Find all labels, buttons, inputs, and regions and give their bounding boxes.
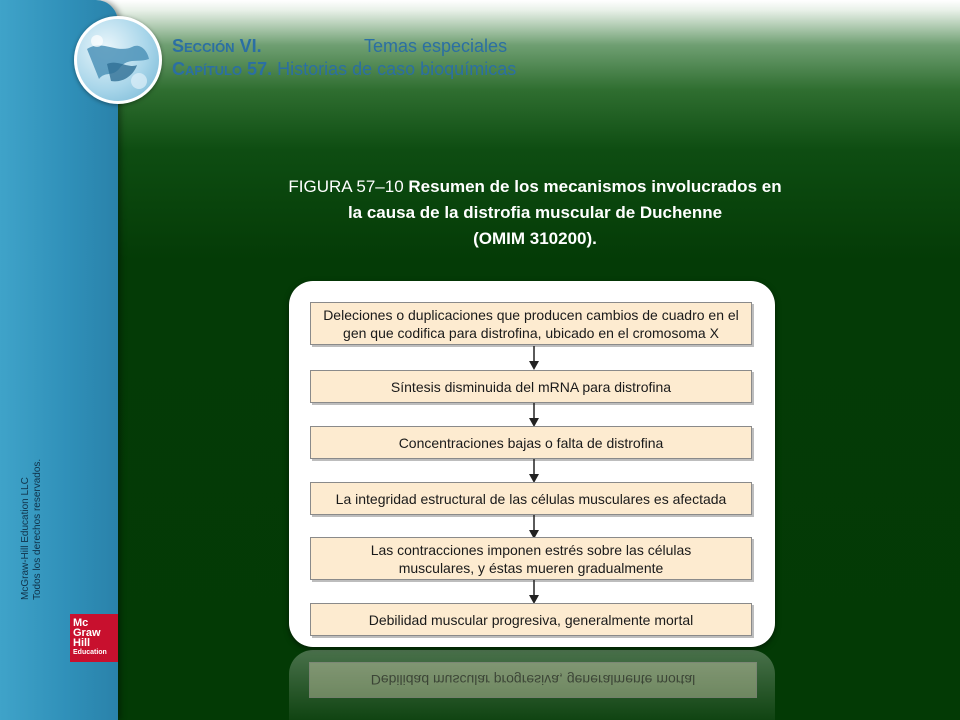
chapter-heading: [172, 59, 516, 80]
section-title: Temas especiales: [364, 36, 508, 56]
mcgraw-hill-logo: [70, 614, 118, 662]
flow-step-4: La integridad estructural de las células musculares es afectada: [310, 482, 752, 515]
flow-step-5: Las contracciones imponen estrés sobre las células musculares, y éstas mueren gradualmente: [310, 537, 752, 580]
sidebar: [0, 0, 118, 720]
card-reflection: [289, 650, 775, 720]
chapter-label: Capítulo 57.: [172, 59, 273, 79]
flow-arrow-4: [529, 515, 539, 539]
reflected-step: Debilidad muscular progresiva, generalmente mortal: [309, 662, 757, 698]
copyright-line2: Todos los derechos reservados.: [32, 458, 43, 600]
logo-line1: Mc: [73, 617, 89, 629]
section-heading: [172, 36, 508, 57]
logo-line3: Hill: [73, 637, 91, 649]
chapter-title: Historias de caso bioquímicas: [277, 59, 517, 79]
section-label: Sección VI.: [172, 36, 262, 56]
flow-step-3: Concentraciones bajas o falta de distrofina: [310, 426, 752, 459]
flow-arrow-1: [529, 346, 539, 370]
figure-title-line1: Resumen de los mecanismos involucrados en: [408, 177, 782, 196]
flow-step-1: Deleciones o duplicaciones que producen cambios de cuadro en el gen que codifica para distrofina, ubicado en el cromosoma X: [310, 302, 752, 345]
flow-step-2: Síntesis disminuida del mRNA para distrofina: [310, 370, 752, 403]
figure-title: [250, 174, 820, 252]
logo-line2: Graw: [73, 627, 101, 639]
figure-title-line2: la causa de la distrofia muscular de Duchenne: [347, 203, 723, 222]
figure-title-line3: (OMIM 310200).: [473, 229, 597, 248]
chapter-image: [74, 16, 162, 104]
flow-arrow-2: [529, 403, 539, 427]
flow-arrow-5: [529, 580, 539, 604]
flow-step-6: Debilidad muscular progresiva, generalmente mortal: [310, 603, 752, 636]
flow-arrow-3: [529, 459, 539, 483]
logo-line4: Education: [73, 649, 107, 656]
copyright-notice: [20, 300, 44, 600]
copyright-line1: McGraw-Hill Education LLC: [20, 477, 31, 600]
figure-number: FIGURA 57–10: [288, 177, 404, 196]
